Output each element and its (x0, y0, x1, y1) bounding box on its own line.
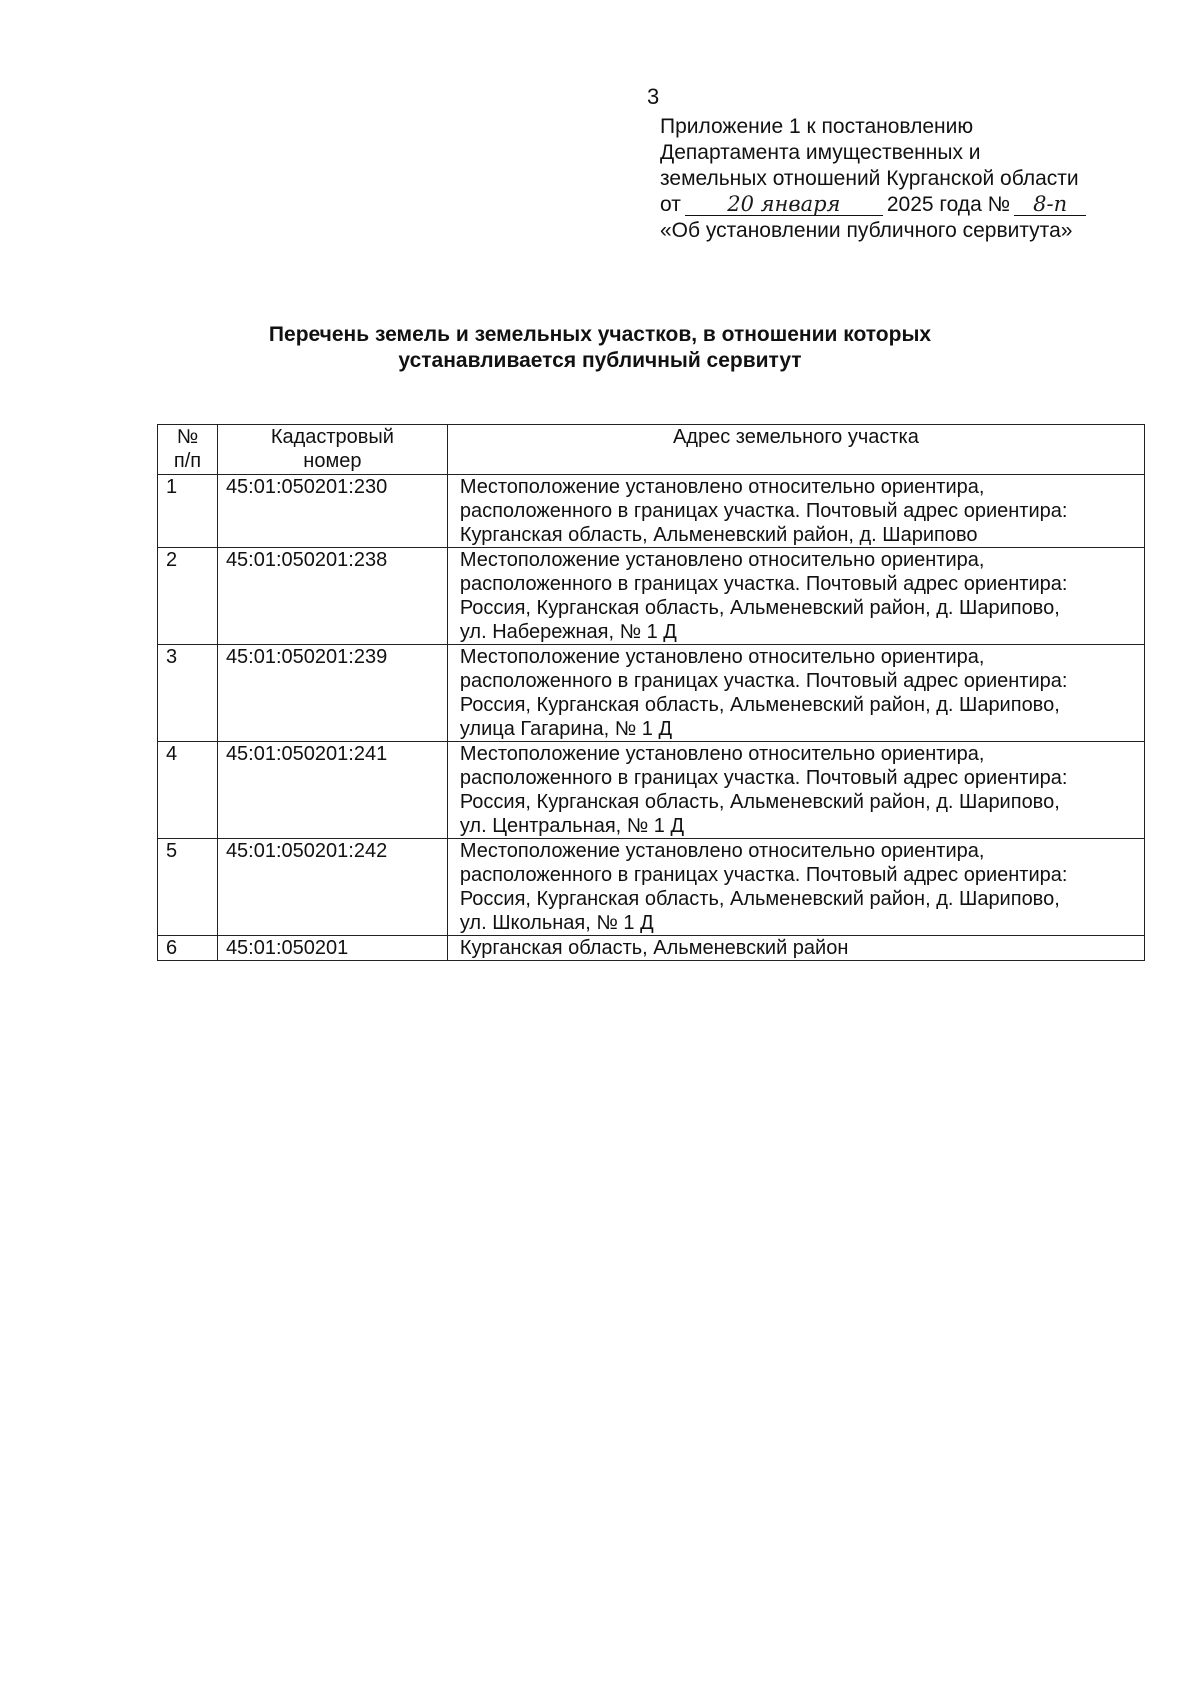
header-address: Адрес земельного участка (447, 425, 1144, 475)
row-number: 6 (158, 936, 218, 961)
table-row (158, 936, 1145, 961)
parcels-table (157, 424, 1145, 961)
row-number: 5 (158, 839, 218, 936)
row-cadastral: 45:01:050201:230 (217, 475, 447, 548)
table-row (158, 742, 1145, 839)
title-line-1: Перечень земель и земельных участков, в отношении которых (268, 323, 932, 346)
handwritten-date: 20 января (685, 193, 883, 216)
row-number: 3 (158, 645, 218, 742)
address-line: улица Гагарина, № 1 Д (459, 718, 673, 740)
table-header-row (158, 425, 1145, 475)
appendix-line-1: Приложение 1 к постановлению (660, 115, 974, 138)
address-line: Россия, Курганская область, Альменевский район, д. Шарипово, (459, 694, 1060, 716)
row-address (447, 548, 1144, 645)
header-number-line-2: п/п (173, 450, 202, 472)
address-line: расположенного в границах участка. Почтовый адрес ориентира: (459, 864, 1068, 886)
appendix-line-2: Департамента имущественных и (660, 141, 981, 164)
row-cadastral: 45:01:050201:238 (217, 548, 447, 645)
appendix-date-line (660, 192, 1180, 218)
address-line: расположенного в границах участка. Почтовый адрес ориентира: (459, 500, 1068, 522)
address-line: Россия, Курганская область, Альменевский район, д. Шарипово, (459, 888, 1060, 910)
handwritten-number: 8-п (1014, 193, 1086, 216)
row-number: 1 (158, 475, 218, 548)
address-line: Курганская область, Альменевский район, д. Шарипово (459, 524, 978, 546)
address-line: Местоположение установлено относительно ориентира, (459, 840, 985, 862)
row-address (447, 645, 1144, 742)
address-line: расположенного в границах участка. Почтовый адрес ориентира: (459, 573, 1068, 595)
row-address (447, 936, 1144, 961)
header-cadastral (217, 425, 447, 475)
address-line: ул. Школьная, № 1 Д (459, 912, 654, 934)
header-number (158, 425, 218, 475)
address-line: ул. Набережная, № 1 Д (459, 621, 677, 643)
row-cadastral: 45:01:050201:239 (217, 645, 447, 742)
appendix-subject: «Об установлении публичного сервитута» (660, 219, 1073, 242)
date-prefix: от (660, 193, 681, 216)
row-number: 2 (158, 548, 218, 645)
address-line: ул. Центральная, № 1 Д (459, 815, 684, 837)
address-line: Курганская область, Альменевский район (459, 937, 849, 959)
header-number-line-1: № (176, 426, 199, 448)
address-line: Россия, Курганская область, Альменевский район, д. Шарипово, (459, 791, 1060, 813)
address-line: расположенного в границах участка. Почтовый адрес ориентира: (459, 767, 1068, 789)
address-line: расположенного в границах участка. Почтовый адрес ориентира: (459, 670, 1068, 692)
row-address (447, 475, 1144, 548)
header-cadastral-line-1: Кадастровый (270, 426, 394, 448)
row-cadastral: 45:01:050201:241 (217, 742, 447, 839)
year-text: 2025 года № (886, 193, 1011, 216)
table-row (158, 548, 1145, 645)
address-line: Местоположение установлено относительно ориентира, (459, 646, 985, 668)
title-line-2: устанавливается публичный сервитут (398, 349, 802, 372)
address-line: Местоположение установлено относительно ориентира, (459, 743, 985, 765)
table-row (158, 645, 1145, 742)
row-number: 4 (158, 742, 218, 839)
row-cadastral: 45:01:050201:242 (217, 839, 447, 936)
appendix-line-3: земельных отношений Курганской области (660, 167, 1079, 190)
page-number: 3 (647, 84, 660, 109)
address-line: Россия, Курганская область, Альменевский район, д. Шарипово, (459, 597, 1060, 619)
table-row (158, 475, 1145, 548)
document-title (180, 322, 1020, 374)
table-row (158, 839, 1145, 936)
appendix-header (660, 114, 1180, 244)
row-cadastral: 45:01:050201 (217, 936, 447, 961)
row-address (447, 742, 1144, 839)
header-cadastral-line-2: номер (303, 450, 362, 472)
address-line: Местоположение установлено относительно ориентира, (459, 476, 985, 498)
address-line: Местоположение установлено относительно ориентира, (459, 549, 985, 571)
row-address (447, 839, 1144, 936)
